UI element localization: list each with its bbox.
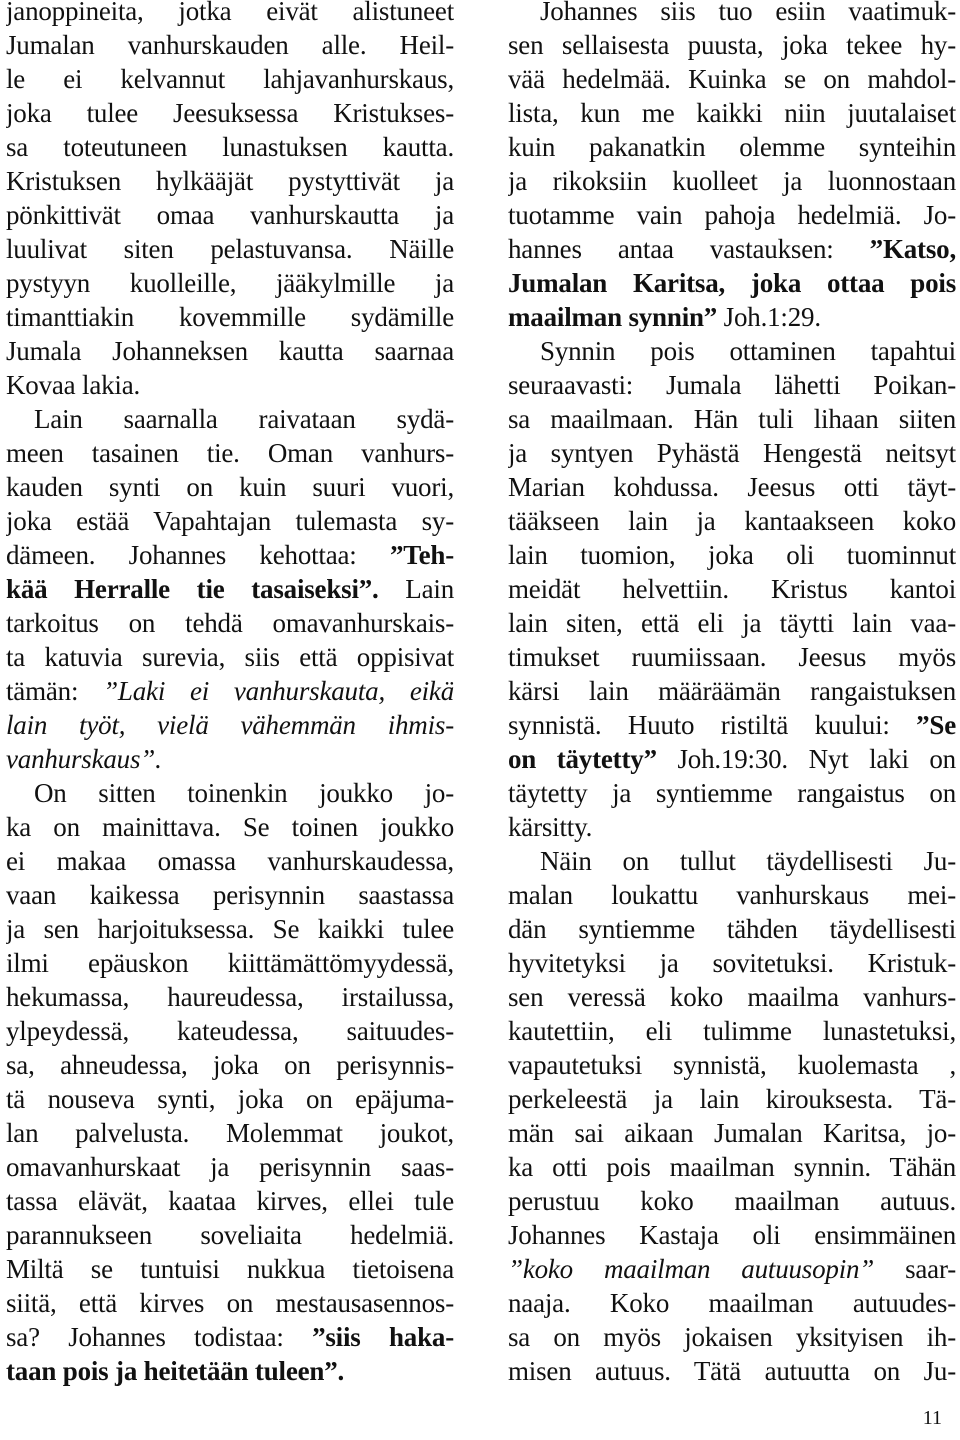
- text-line: ilmi epäuskon kiittämättömyydessä,: [6, 948, 454, 978]
- text-line: sen veressä koko maailma vanhurs-: [508, 982, 956, 1012]
- page-number: 11: [922, 1407, 942, 1429]
- text-line: ka otti pois maailman synnin. Tähän: [508, 1152, 956, 1182]
- text-line: joka estää Vapahtajan tulemasta sy-: [6, 506, 454, 536]
- text-run: hannes antaa vastauksen:: [508, 234, 870, 264]
- text-line: Marian kohdussa. Jeesus otti täyt-: [508, 472, 956, 502]
- text-line: lain työt, vielä vähemmän ihmis-: [6, 710, 454, 740]
- text-line: vapautetuksi synnistä, kuolemasta ,: [508, 1050, 956, 1080]
- text-line: lain tuomion, joka oli tuominnut: [508, 540, 956, 570]
- text-line: ta katuvia surevia, siis että oppisivat: [6, 642, 454, 672]
- text-line: hyvitetyksi ja sovitetuksi. Kristuk-: [508, 948, 956, 978]
- text-line: misen autuus. Tätä autuutta on Ju-: [508, 1356, 956, 1386]
- text-line: [6, 1320, 454, 1354]
- text-line: [508, 300, 956, 334]
- paragraph: [6, 402, 454, 776]
- text-line: pystyyn kuolleille, jääkylmille ja: [6, 268, 454, 298]
- text-line: ka on mainittava. Se toinen joukko: [6, 812, 454, 842]
- text-line: Kovaa lakia.: [6, 370, 141, 400]
- text-line: perkeleestä ja lain kirouksesta. Tä-: [508, 1084, 956, 1114]
- text-line: lan palvelusta. Molemmat joukot,: [6, 1118, 454, 1148]
- text-line: [508, 232, 956, 266]
- text-run: Lain: [378, 574, 454, 604]
- left-column: [6, 0, 454, 1388]
- text-run: Joh.1:29.: [717, 302, 821, 332]
- text-run: sa? Johannes todistaa:: [6, 1322, 313, 1352]
- italic-quote: ”Laki ei vanhurskauta, eikä: [103, 676, 454, 706]
- text-run: dämeen. Johannes kehottaa:: [6, 540, 390, 570]
- text-line: dän syntiemme tähden täydellisesti: [508, 914, 956, 944]
- text-line: Synnin pois ottaminen tapahtui: [540, 336, 956, 366]
- text-line: tuotamme vain pahoja hedelmiä. Jo-: [508, 200, 956, 230]
- text-line: kärsi lain määräämän rangaistuksen: [508, 676, 956, 706]
- text-line: kärsitty.: [508, 812, 593, 842]
- text-line: vanhurskaus”.: [6, 744, 162, 774]
- text-line: omavanhurskaat ja perisynnin saas-: [6, 1152, 454, 1182]
- text-line: sa, ahneudessa, joka on perisynnis-: [6, 1050, 454, 1080]
- text-line: On sitten toinenkin joukko jo-: [34, 778, 454, 808]
- text-line: lista, kun me kaikki niin juutalaiset: [508, 98, 956, 128]
- text-run: Joh.19:30. Nyt laki on: [656, 744, 956, 774]
- paragraph: [6, 776, 454, 1388]
- text-line: kautettiin, eli tulimme lunastetuksi,: [508, 1016, 956, 1046]
- text-line: hekumassa, haureudessa, irstailussa,: [6, 982, 454, 1012]
- text-line: luulivat siten pelastuvansa. Näille: [6, 234, 454, 264]
- text-line: [508, 708, 956, 742]
- text-line: meen tasainen tie. Oman vanhurs-: [6, 438, 454, 468]
- text-line: Miltä se tuntuisi nukkua tietoisena: [6, 1254, 454, 1284]
- text-line: timanttiakin kovemmille sydämille: [6, 302, 454, 332]
- text-line: ei makaa omassa vanhurskaudessa,: [6, 846, 454, 876]
- text-line: perustuu koko maailman autuus.: [508, 1186, 956, 1216]
- text-line: män sai aikaan Jumalan Karitsa, jo-: [508, 1118, 956, 1148]
- bold-quote: maailman synnin”: [508, 302, 718, 332]
- text-line: le ei kelvannut lahjavanhurskaus,: [6, 64, 454, 94]
- text-run: synnistä. Huuto ristiltä kuului:: [508, 710, 917, 740]
- text-line: Lain saarnalla raivataan sydä-: [34, 404, 454, 434]
- text-run: tämän:: [6, 676, 104, 706]
- text-line: täytetty ja syntiemme rangaistus on: [508, 778, 956, 808]
- right-column: [508, 0, 956, 1388]
- text-line: sa maailmaan. Hän tuli lihaan siiten: [508, 404, 956, 434]
- bold-quote: ”Se: [916, 710, 956, 740]
- bold-quote: on täytetty”: [508, 744, 657, 774]
- paragraph: [6, 0, 454, 402]
- text-line: tä nouseva synti, joka on epäjuma-: [6, 1084, 454, 1114]
- text-line: malan loukattu vanhurskaus mei-: [508, 880, 956, 910]
- text-line: vaan kaikessa perisynnin saastassa: [6, 880, 454, 910]
- text-line: kauden synti on kuin suuri vuori,: [6, 472, 454, 502]
- text-line: Jumalan vanhurskauden alle. Heil-: [6, 30, 454, 60]
- text-line: janoppineita, jotka eivät alistuneet: [6, 0, 454, 26]
- text-line: [6, 674, 454, 708]
- text-line: ja rikoksiin kuolleet ja luonnostaan: [508, 166, 956, 196]
- text-line: Jumalan Karitsa, joka ottaa pois: [508, 268, 956, 298]
- paragraph: [508, 0, 956, 334]
- text-line: [6, 572, 454, 606]
- paragraph: [508, 334, 956, 844]
- bold-quote: ”siis haka-: [312, 1322, 454, 1352]
- text-line: pönkittivät omaa vanhurskautta ja: [6, 200, 454, 230]
- text-line: ja syntyen Pyhästä Hengestä neitsyt: [508, 438, 956, 468]
- text-line: vää hedelmää. Kuinka se on mahdol-: [508, 64, 956, 94]
- text-run: saar-: [874, 1254, 956, 1284]
- text-line: sa toteutuneen lunastuksen kautta.: [6, 132, 454, 162]
- bold-quote: kää Herralle tie tasaiseksi”.: [6, 574, 379, 604]
- text-line: seuraavasti: Jumala lähetti Poikan-: [508, 370, 956, 400]
- text-line: timukset ruumiissaan. Jeesus myös: [508, 642, 956, 672]
- text-line: meidät helvettiin. Kristus kantoi: [508, 574, 956, 604]
- text-line: parannukseen soveliaita hedelmiä.: [6, 1220, 454, 1250]
- text-line: sa on myös jokaisen yksityisen ih-: [508, 1322, 956, 1352]
- bold-quote: ”Teh-: [389, 540, 454, 570]
- text-line: tääkseen lain ja kantaakseen koko: [508, 506, 956, 536]
- text-line: Jumala Johanneksen kautta saarnaa: [6, 336, 454, 366]
- italic-quote: ”koko maailman autuusopin”: [508, 1254, 875, 1284]
- text-line: lain siten, että eli ja täytti lain vaa-: [508, 608, 956, 638]
- text-line: ja sen harjoituksessa. Se kaikki tulee: [6, 914, 454, 944]
- text-line: Näin on tullut täydellisesti Ju-: [540, 846, 956, 876]
- text-line: Kristuksen hylkääjät pystyttivät ja: [6, 166, 454, 196]
- text-line: taan pois ja heitetään tuleen”.: [6, 1356, 345, 1386]
- text-line: [508, 742, 956, 776]
- text-line: joka tulee Jeesuksessa Kristukses-: [6, 98, 454, 128]
- text-line: sen sellaisesta puusta, joka tekee hy-: [508, 30, 956, 60]
- paragraph: [508, 844, 956, 1388]
- text-line: ylpeydessä, kateudessa, saituudes-: [6, 1016, 454, 1046]
- text-line: naaja. Koko maailman autuudes-: [508, 1288, 956, 1318]
- text-line: Johannes Kastaja oli ensimmäinen: [508, 1220, 956, 1250]
- bold-quote: ”Katso,: [869, 234, 956, 264]
- text-line: siitä, että kirves on mestausasennos-: [6, 1288, 454, 1318]
- text-line: tarkoitus on tehdä omavanhurskais-: [6, 608, 454, 638]
- text-line: kuin pakanatkin olemme synteihin: [508, 132, 956, 162]
- text-line: [508, 1252, 956, 1286]
- text-line: tassa elävät, kaataa kirves, ellei tule: [6, 1186, 454, 1216]
- text-line: [6, 538, 454, 572]
- text-line: Johannes siis tuo esiin vaatimuk-: [540, 0, 956, 26]
